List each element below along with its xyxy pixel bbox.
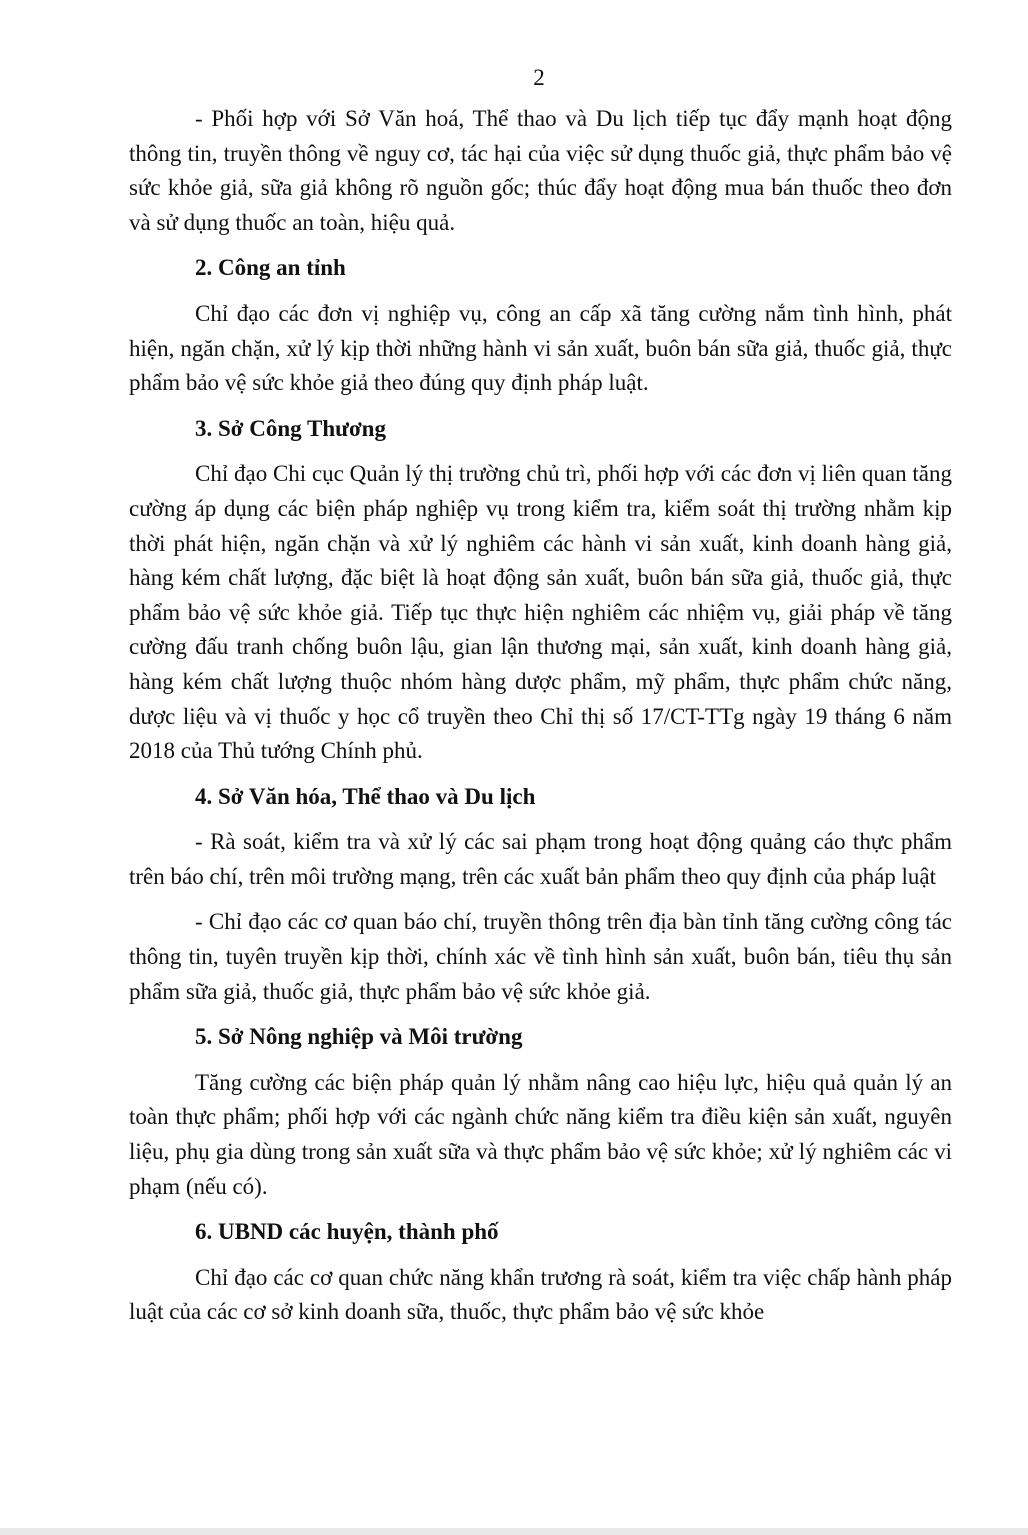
- paragraph-media-direction: - Chỉ đạo các cơ quan báo chí, truyền thông trên địa bàn tỉnh tăng cường công tác thông tin, tuyên truyền kịp thời, chính xác về tình hình sản xuất, buôn bán, tiêu thụ sản phẩm sữa giả, thuốc giả, thực phẩm bảo vệ sức khỏe giả.: [129, 909, 952, 1004]
- heading-industry-trade-dept: 3. Sở Công Thương: [195, 415, 386, 441]
- paragraph-district-tasks: Chỉ đạo các cơ quan chức năng khẩn trương rà soát, kiểm tra việc chấp hành pháp luật của các cơ sở kinh doanh sữa, thuốc, thực phẩm bảo vệ sức khỏe: [129, 1264, 952, 1325]
- heading-district-peoples-committees: 6. UBND các huyện, thành phố: [195, 1219, 499, 1245]
- page-bottom-edge: [0, 1528, 1028, 1535]
- paragraph-industry-trade-tasks: Chỉ đạo Chi cục Quản lý thị trường chủ trì, phối hợp với các đơn vị liên quan tăng cường áp dụng các biện pháp nghiệp vụ trong kiểm tra, kiểm soát thị trường nhằm kịp thời phát hiện, ngăn chặn và xử lý nghiêm các hành vi sản xuất, kinh doanh hàng giả, hàng kém chất lượng, đặc biệt là hoạt động sản xuất, buôn bán sữa giả, thuốc giả, thực phẩm bảo vệ sức khỏe giả. Tiếp tục thực hiện nghiêm các nhiệm vụ, giải pháp về tăng cường đấu tranh chống buôn lậu, gian lận thương mại, sản xuất, kinh doanh hàng giả, hàng kém chất lượng thuộc nhóm hàng dược phẩm, mỹ phẩm, thực phẩm chức năng, dược liệu và vị thuốc y học cổ truyền theo Chỉ thị số 17/CT-TTg ngày 19 tháng 6 năm 2018 của Thủ tướng Chính phủ.: [129, 461, 952, 764]
- paragraph-coordinate-culture-dept: - Phối hợp với Sở Văn hoá, Thể thao và Du lịch tiếp tục đẩy mạnh hoạt động thông tin, truyền thông về nguy cơ, tác hại của việc sử dụng thuốc giả, thực phẩm bảo vệ sức khỏe giả, sữa giả không rõ nguồn gốc; thúc đẩy hoạt động mua bán thuốc theo đơn và sử dụng thuốc an toàn, hiệu quả.: [129, 106, 952, 235]
- heading-provincial-police: 2. Công an tỉnh: [195, 255, 346, 281]
- page-number: 2: [533, 65, 545, 90]
- heading-culture-sports-tourism-dept: 4. Sở Văn hóa, Thể thao và Du lịch: [195, 783, 536, 809]
- paragraph-advertising-review: - Rà soát, kiểm tra và xử lý các sai phạm trong hoạt động quảng cáo thực phẩm trên báo chí, trên môi trường mạng, trên các xuất bản phẩm theo quy định của pháp luật: [129, 829, 952, 889]
- heading-agriculture-environment-dept: 5. Sở Nông nghiệp và Môi trường: [195, 1024, 523, 1050]
- paragraph-police-tasks: Chỉ đạo các đơn vị nghiệp vụ, công an cấp xã tăng cường nắm tình hình, phát hiện, ngăn chặn, xử lý kịp thời những hành vi sản xuất, buôn bán sữa giả, thuốc giả, thực phẩm bảo vệ sức khỏe giả theo đúng quy định pháp luật.: [129, 300, 952, 396]
- document-body: [129, 102, 952, 1330]
- paragraph-agriculture-tasks: Tăng cường các biện pháp quản lý nhằm nâng cao hiệu lực, hiệu quả quản lý an toàn thực phẩm; phối hợp với các ngành chức năng kiểm tra điều kiện sản xuất, nguyên liệu, phụ gia dùng trong sản xuất sữa và thực phẩm bảo vệ sức khỏe; xử lý nghiêm các vi phạm (nếu có).: [129, 1069, 952, 1199]
